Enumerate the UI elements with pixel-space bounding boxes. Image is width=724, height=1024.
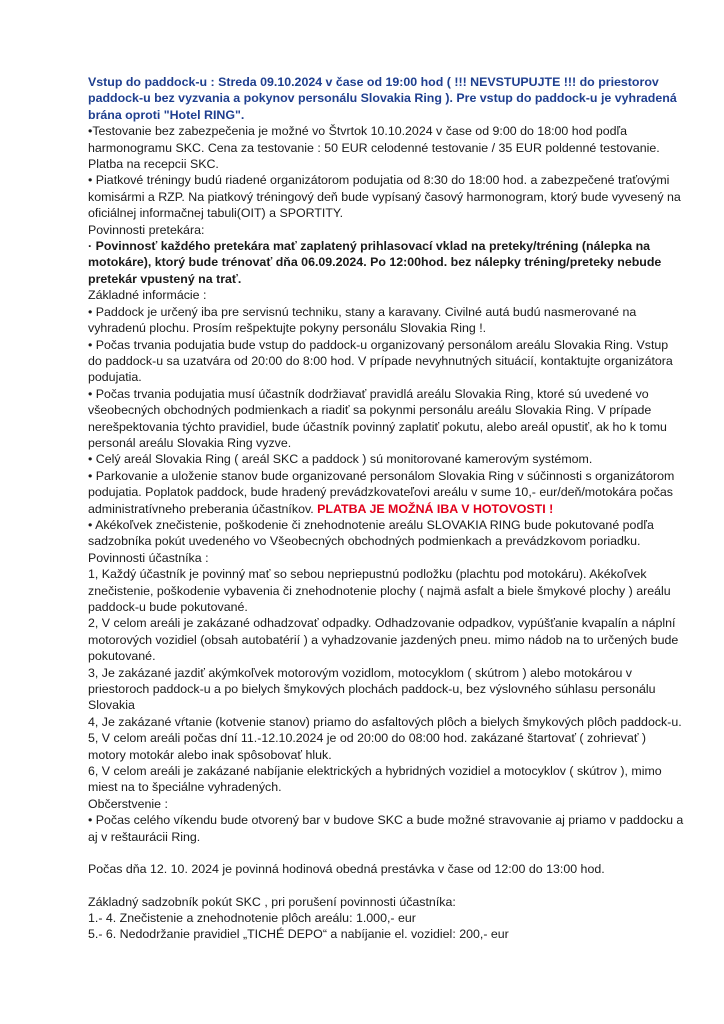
parking-text: • Parkovanie a uloženie stanov bude organizované personálom Slovakia Ring v súčinnosti s organizátorom podujatia. Poplatok paddock, bude hradený prevádzkovateľovi areálu v sume 10,- eur/deň/motokára počas administratívneho preberania účastníkov. xyxy=(88,468,675,516)
fine-item: 5.- 6. Nedodržanie pravidiel „TICHÉ DEPO“ a nabíjanie el. vozidiel: 200,- eur xyxy=(88,927,509,942)
basic-info-item: • Počas trvania podujatia bude vstup do paddock-u organizovaný personálom areálu Slovakia Ring. Vstup do paddock-u sa uzatvára od 20:00 do 8:00 hod. V prípade nevyhnutných situácií, kontaktujte organizátora podujatia. xyxy=(88,337,673,385)
lunch-break-notice: Počas dňa 12. 10. 2024 je povinná hodinová obedná prestávka v čase od 12:00 do 13:00 hod. xyxy=(88,862,605,877)
participant-rule: 1, Každý účastník je povinný mať so sebou nepriepustnú podložku (plachtu pod motokáru). Akékoľvek znečistenie, poškodenie vybavenia či znehodnotenie plochy ( najmä asfalt a biele šmykové plochy ) areálu paddock-u bude pokutované. xyxy=(88,567,671,614)
basic-info-heading: Základné informácie : xyxy=(88,288,207,303)
basic-info-item: • Počas trvania podujatia musí účastník dodržiavať pravidlá areálu Slovakia Ring, ktoré sú uvedené vo všeobecných obchodných podmienkach a riadiť sa pokynmi personálu areálu Slovakia Ring. V prípade nerešpektovania týchto pravidiel, bude účastník povinný zaplatiť pokutu, alebo areál opustiť, ak ho k tomu personál areálu Slovakia Ring vyzve. xyxy=(88,386,667,450)
participant-rule: 4, Je zakázané vŕtanie (kotvenie stanov) priamo do asfaltových plôch a bielych šmykových plôch paddock-u. xyxy=(88,714,682,729)
friday-training-info: • Piatkové tréningy budú riadené organizátorom podujatia od 8:30 do 18:00 hod. a zabezpečené traťovými komisármi a RZP. Na piatkový tréningový deň bude vypísaný časový harmonogram, ktorý bude vyvesený na oficiálnej informačnej tabuli(OIT) a SPORTITY. xyxy=(88,173,681,221)
fine-item: 1.- 4. Znečistenie a znehodnotenie plôch areálu: 1.000,- eur xyxy=(88,910,416,925)
spacer xyxy=(88,845,684,861)
basic-info-item: • Paddock je určený iba pre servisnú techniku, stany a karavany. Civilné autá budú nasmerované na vyhradenú plochu. Prosím rešpektujte pokyny personálu Slovakia Ring !. xyxy=(88,304,637,336)
entry-fee-notice: · Povinnosť každého pretekára mať zaplatený prihlasovací vklad na preteky/tréning (nálepka na motokáre), ktorý bude trénovať dňa 06.09.2024. Po 12:00hod. bez nálepky tréning/preteky nebude pretekár vpustený na trať. xyxy=(88,239,662,286)
cash-only-warning: PLATBA JE MOŽNÁ IBA V HOTOVOSTI ! xyxy=(317,501,554,516)
participant-rule: 6, V celom areáli je zakázané nabíjanie elektrických a hybridných vozidiel a motocyklov ( skútrov ), mimo miest na to špeciálne vyhradených. xyxy=(88,764,662,795)
basic-info-item: • Akékoľvek znečistenie, poškodenie či znehodnotenie areálu SLOVAKIA RING bude pokutované podľa sadzobníka pokút uvedeného vo Všeobecných obchodných podmienkach a prevádzkovom poriadku. xyxy=(88,517,654,549)
basic-info-item-parking xyxy=(88,468,684,517)
participant-obligations-heading: Povinnosti účastníka : xyxy=(88,550,209,565)
participant-rule: 2, V celom areáli je zakázané odhadzovať odpadky. Odhadzovanie odpadkov, vypúšťanie kvapalín a náplní motorových vozidiel (obsah autobatérií ) a vyhadzovanie jazdených pneu. mimo nádob na to určených bude pokutované. xyxy=(88,616,679,664)
paddock-entry-notice: Vstup do paddock-u : Streda 09.10.2024 v čase od 19:00 hod ( !!! NEVSTUPUJTE !!! do priestorov paddock-u bez vyzvania a pokynov personálu Slovakia Ring ). Pre vstup do paddock-u je vyhradená brána oproti "Hotel RING". xyxy=(88,75,677,122)
participant-rule: 3, Je zakázané jazdiť akýmkoľvek motorovým vozidlom, motocyklom ( skútrom ) alebo motokárou v priestoroch paddock-u a po bielych šmykových plochách paddock-u, bez výslovného súhlasu personálu Slovakia xyxy=(88,665,656,713)
refreshments-item: • Počas celého víkendu bude otvorený bar v budove SKC a bude možné stravovanie aj priamo v paddocku a aj v reštaurácii Ring. xyxy=(88,813,684,844)
spacer xyxy=(88,878,684,894)
testing-info: •Testovanie bez zabezpečenia je možné vo Štvrtok 10.10.2024 v čase od 9:00 do 18:00 hod podľa harmonogramu SKC. Cena za testovanie : 50 EUR celodenné testovanie / 35 EUR poldenné testovanie. Platba na recepcii SKC. xyxy=(88,124,660,172)
participant-rule: 5, V celom areáli počas dní 11.-12.10.2024 je od 20:00 do 08:00 hod. zakázané štartovať ( zohrievať ) motory motokár alebo inak spôsobovať hluk. xyxy=(88,731,647,762)
fines-heading: Základný sadzobník pokút SKC , pri porušení povinnosti účastníka: xyxy=(88,894,456,909)
refreshments-heading: Občerstvenie : xyxy=(88,796,168,811)
basic-info-item: • Celý areál Slovakia Ring ( areál SKC a paddock ) sú monitorované kamerovým systémom. xyxy=(88,452,593,467)
obligations-heading: Povinnosti pretekára: xyxy=(88,222,205,237)
